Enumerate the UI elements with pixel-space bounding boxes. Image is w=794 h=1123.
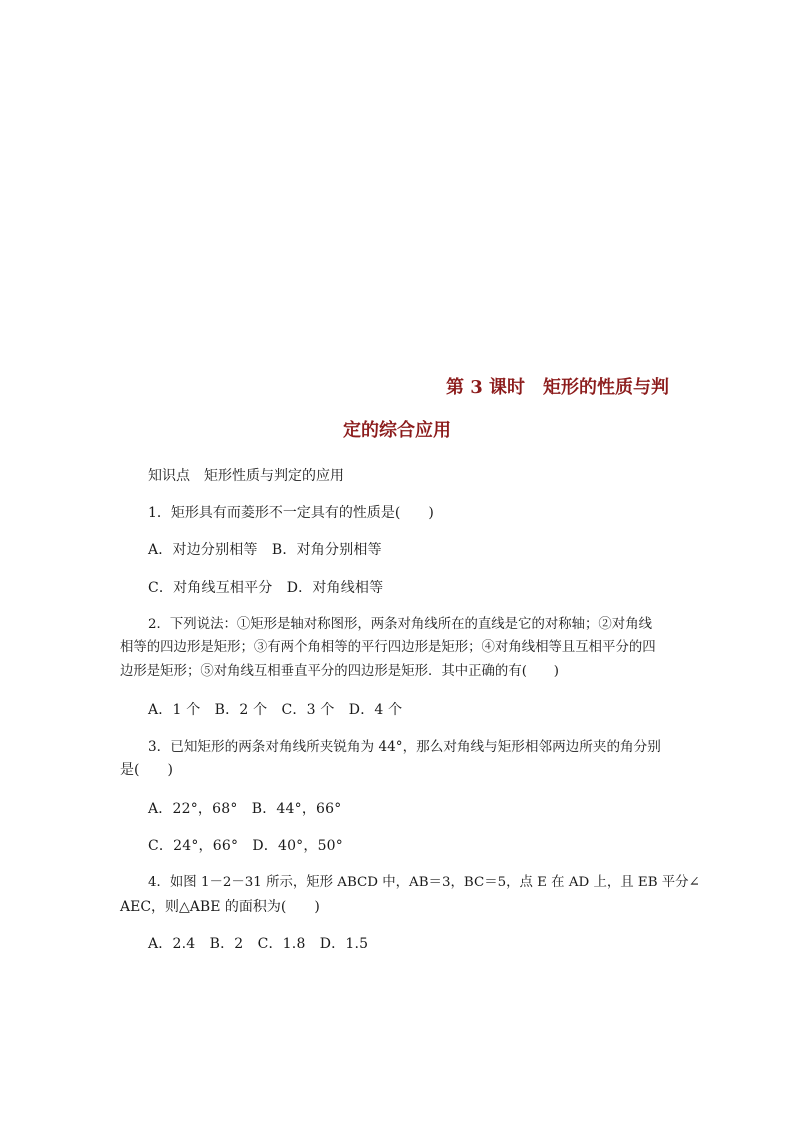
question-1-options-cd: C．对角线互相平分 D．对角线相等 (148, 580, 384, 596)
question-2-stem-line3: 边形是矩形；⑤对角线互相垂直平分的四边形是矩形．其中正确的有( ) (120, 664, 559, 679)
question-2-stem-line1: 2．下列说法：①矩形是轴对称图形，两条对角线所在的直线是它的对称轴；②对角线 (148, 617, 652, 632)
question-2-options: A．1 个 B．2 个 C．3 个 D．4 个 (148, 702, 403, 718)
question-1-stem: 1．矩形具有而菱形不一定具有的性质是( ) (148, 505, 434, 521)
question-3-options-ab: A．22°，68° B．44°，66° (148, 801, 342, 817)
question-3-stem-line1: 3．已知矩形的两条对角线所夹锐角为 44°，那么对角线与矩形相邻两边所夹的角分别 (148, 739, 661, 755)
question-4-stem-line1: 4．如图 1－2－31 所示，矩形 ABCD 中，AB＝3，BC＝5，点 E 在 AD 上，且 EB 平分∠ (148, 875, 700, 890)
question-1-options-ab: A．对边分别相等 B．对角分别相等 (148, 542, 382, 558)
question-2-stem-line2: 相等的四边形是矩形；③有两个角相等的平行四边形是矩形；④对角线相等且互相平分的四 (120, 640, 656, 655)
question-3-stem-line2: 是( ) (120, 762, 173, 778)
lesson-title-line1: 第 3 课时 矩形的性质与判 (446, 377, 670, 398)
knowledge-point-heading: 知识点 矩形性质与判定的应用 (148, 468, 344, 484)
question-4-stem-line2: AEC，则△ABE 的面积为( ) (120, 899, 320, 915)
question-4-options: A．2.4 B．2 C．1.8 D．1.5 (148, 936, 369, 952)
lesson-title-line2: 定的综合应用 (343, 420, 451, 441)
question-3-options-cd: C．24°，66° D．40°，50° (148, 838, 343, 854)
